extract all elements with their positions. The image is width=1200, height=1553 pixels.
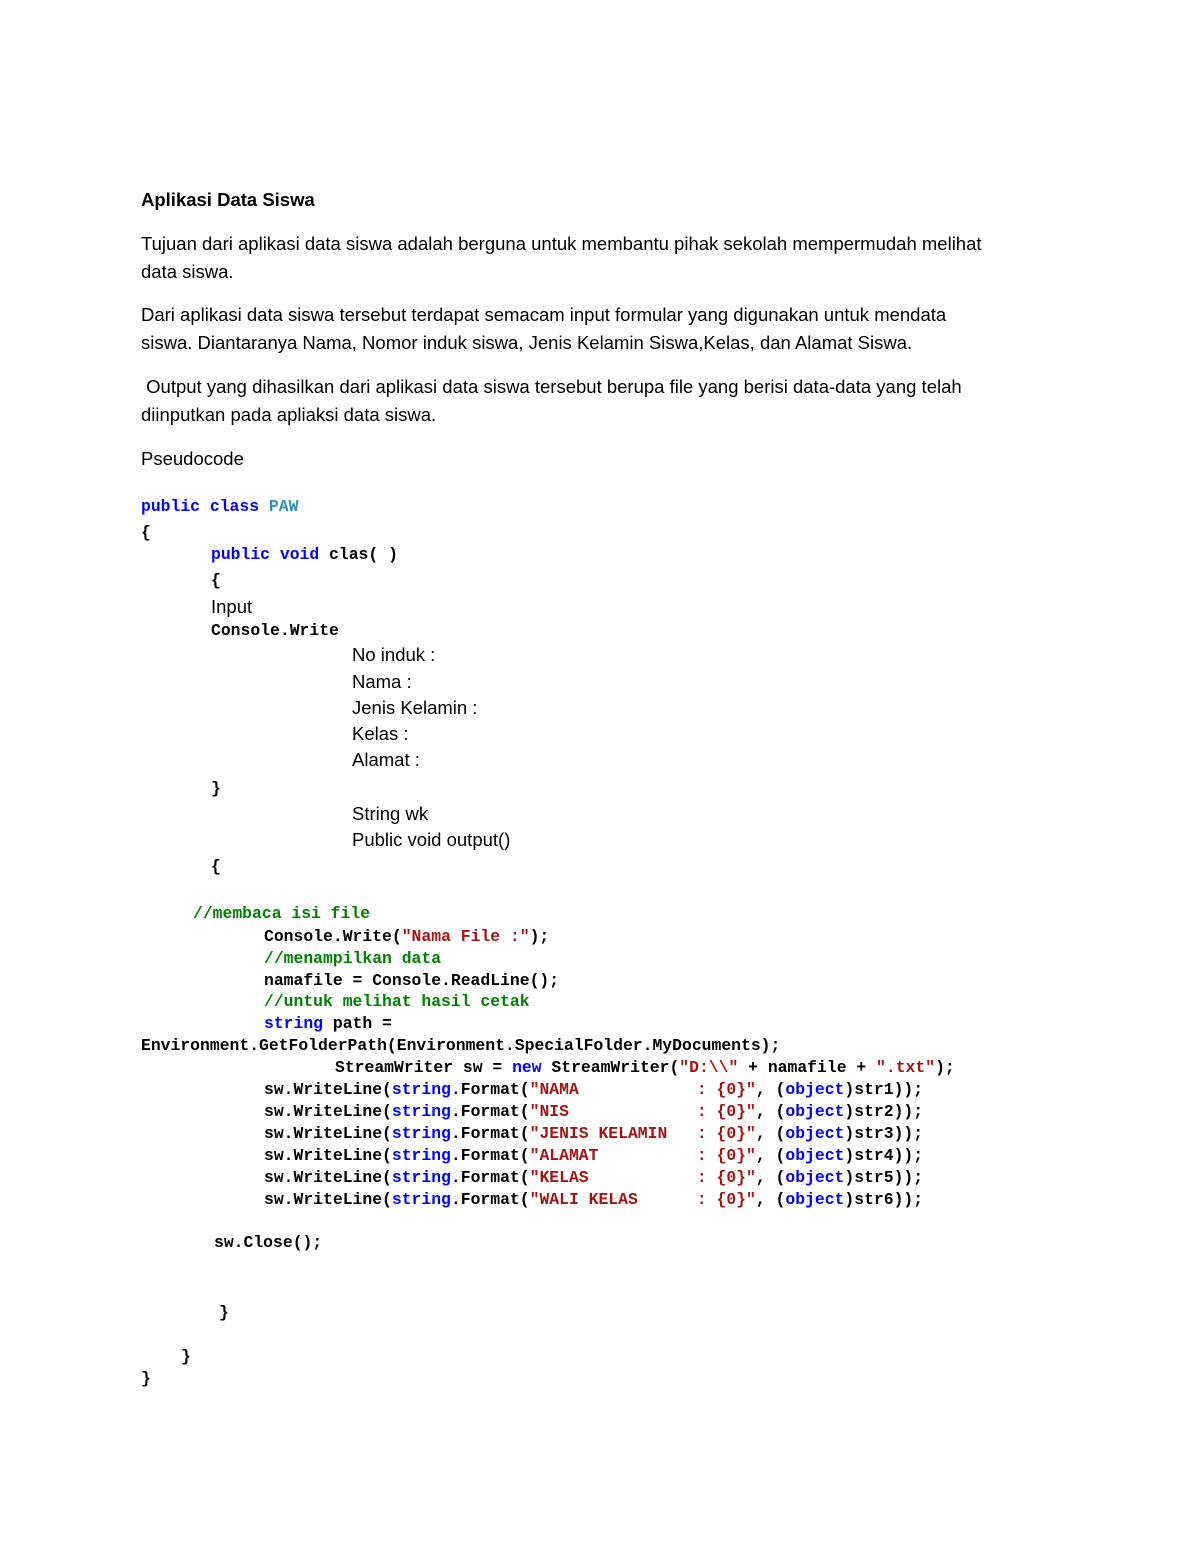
- code-writeline-row: [264, 1101, 923, 1123]
- code-keyword: object: [785, 1190, 845, 1209]
- code-input-label: Input: [211, 596, 253, 617]
- code-token: ));: [893, 1168, 924, 1187]
- code-token: str6: [854, 1190, 894, 1209]
- code-string-literal: "D:\\": [679, 1058, 739, 1077]
- code-close-call: sw.Close();: [214, 1233, 323, 1252]
- code-token: sw.WriteLine(: [264, 1080, 392, 1099]
- code-token: , (: [755, 1146, 786, 1165]
- code-brace: {: [141, 523, 151, 542]
- code-token: , (: [755, 1080, 786, 1099]
- code-path-declaration: [264, 1013, 392, 1035]
- code-writeline-row: [264, 1079, 923, 1101]
- code-field-no-induk: No induk :: [352, 644, 436, 665]
- code-token: StreamWriter(: [541, 1058, 680, 1077]
- code-token: sw.WriteLine(: [264, 1168, 392, 1187]
- code-token: sw.WriteLine(: [264, 1146, 392, 1165]
- paragraph-3-line-2: diinputkan pada apliaksi data siswa.: [141, 404, 437, 425]
- code-class-declaration: [141, 496, 298, 518]
- code-token: .Format(: [450, 1190, 530, 1209]
- code-comment-cetak: //untuk melihat hasil cetak: [264, 992, 530, 1011]
- paragraph-1-line-1: Tujuan dari aplikasi data siswa adalah berguna untuk membantu pihak sekolah mempermudah melihat: [141, 233, 982, 254]
- code-token: str3: [854, 1124, 894, 1143]
- code-streamwriter-line: [335, 1057, 955, 1079]
- method-name: clas( ): [329, 545, 398, 564]
- code-brace: {: [211, 571, 221, 590]
- code-keyword: object: [785, 1080, 845, 1099]
- code-token: ): [844, 1102, 855, 1121]
- code-brace: }: [141, 1369, 151, 1388]
- code-token: , (: [755, 1124, 786, 1143]
- code-string-literal: "KELAS : {0}": [529, 1168, 756, 1187]
- code-token: str5: [854, 1168, 894, 1187]
- code-string-literal: ".txt": [876, 1058, 936, 1077]
- code-keyword: string: [391, 1080, 451, 1099]
- code-token: str4: [854, 1146, 894, 1165]
- code-string-literal: "ALAMAT : {0}": [529, 1146, 756, 1165]
- code-writeline-row: [264, 1123, 923, 1145]
- code-keyword: string: [391, 1168, 451, 1187]
- code-writeline-row: [264, 1145, 923, 1167]
- code-keyword: object: [785, 1102, 845, 1121]
- code-token: ): [844, 1168, 855, 1187]
- code-string-literal: "JENIS KELAMIN : {0}": [529, 1124, 756, 1143]
- code-token: Console.Write(: [264, 927, 402, 946]
- code-token: ): [844, 1146, 855, 1165]
- code-token: ));: [893, 1190, 924, 1209]
- class-keyword: public class: [141, 497, 260, 516]
- code-token: .Format(: [450, 1124, 530, 1143]
- code-token: ));: [893, 1080, 924, 1099]
- code-keyword: new: [512, 1058, 542, 1077]
- pseudocode-label: Pseudocode: [141, 448, 244, 469]
- code-string-wk: String wk: [352, 803, 429, 824]
- code-string-literal: "WALI KELAS : {0}": [529, 1190, 756, 1209]
- code-token: sw.WriteLine(: [264, 1124, 392, 1143]
- code-keyword: string: [391, 1124, 451, 1143]
- code-field-jenis-kelamin: Jenis Kelamin :: [352, 697, 478, 718]
- code-field-kelas: Kelas :: [352, 723, 409, 744]
- code-console-write: Console.Write: [211, 621, 339, 640]
- code-field-nama: Nama :: [352, 671, 412, 692]
- code-keyword: string: [264, 1014, 324, 1033]
- class-name: PAW: [268, 497, 299, 516]
- code-writeline-row: [264, 1167, 923, 1189]
- code-token: );: [529, 927, 550, 946]
- code-field-alamat: Alamat :: [352, 749, 420, 770]
- code-token: path =: [323, 1014, 392, 1033]
- code-token: ): [844, 1080, 855, 1099]
- code-token: StreamWriter sw =: [335, 1058, 513, 1077]
- code-keyword: object: [785, 1168, 845, 1187]
- code-keyword: string: [391, 1190, 451, 1209]
- code-writeline-row: [264, 1189, 923, 1211]
- code-brace: }: [181, 1347, 191, 1366]
- code-token: .Format(: [450, 1168, 530, 1187]
- code-token: + namafile +: [738, 1058, 877, 1077]
- code-token: ): [844, 1124, 855, 1143]
- code-token: sw.WriteLine(: [264, 1190, 392, 1209]
- code-token: , (: [755, 1190, 786, 1209]
- code-method-declaration: [211, 544, 398, 566]
- code-token: .Format(: [450, 1102, 530, 1121]
- code-token: sw.WriteLine(: [264, 1102, 392, 1121]
- paragraph-1-line-2: data siswa.: [141, 261, 234, 282]
- code-string-literal: "NIS : {0}": [529, 1102, 756, 1121]
- code-token: str2: [854, 1102, 894, 1121]
- code-brace: }: [211, 779, 221, 798]
- code-brace: {: [211, 857, 221, 876]
- document-title: Aplikasi Data Siswa: [141, 189, 315, 210]
- code-token: str1: [854, 1080, 894, 1099]
- code-token: ));: [893, 1146, 924, 1165]
- code-token: ): [844, 1190, 855, 1209]
- code-keyword: object: [785, 1124, 845, 1143]
- code-string-literal: "NAMA : {0}": [529, 1080, 756, 1099]
- code-token: );: [935, 1058, 955, 1077]
- code-token: , (: [755, 1168, 786, 1187]
- code-readline: namafile = Console.ReadLine();: [264, 971, 560, 990]
- code-string-literal: "Nama File :": [401, 927, 530, 946]
- code-token: , (: [755, 1102, 786, 1121]
- code-environment-line: Environment.GetFolderPath(Environment.SpecialFolder.MyDocuments);: [141, 1036, 781, 1055]
- code-keyword: string: [391, 1146, 451, 1165]
- code-comment-menampilkan: //menampilkan data: [264, 949, 442, 968]
- paragraph-2-line-1: Dari aplikasi data siswa tersebut terdapat semacam input formular yang digunakan untuk mendata: [141, 304, 947, 325]
- method-keyword: public void: [211, 545, 320, 564]
- code-comment-membaca: //membaca isi file: [193, 904, 371, 923]
- code-token: ));: [893, 1102, 924, 1121]
- code-token: .Format(: [450, 1080, 530, 1099]
- code-brace: }: [219, 1303, 229, 1322]
- paragraph-2-line-2: siswa. Diantaranya Nama, Nomor induk siswa, Jenis Kelamin Siswa,Kelas, dan Alamat Siswa.: [141, 332, 913, 353]
- code-keyword: object: [785, 1146, 845, 1165]
- paragraph-3-line-1: Output yang dihasilkan dari aplikasi data siswa tersebut berupa file yang berisi data-data yang telah: [141, 376, 962, 397]
- code-output-declaration: Public void output(): [352, 829, 511, 850]
- code-keyword: string: [391, 1102, 451, 1121]
- code-token: .Format(: [450, 1146, 530, 1165]
- code-token: ));: [893, 1124, 924, 1143]
- code-write-namafile: [264, 926, 549, 948]
